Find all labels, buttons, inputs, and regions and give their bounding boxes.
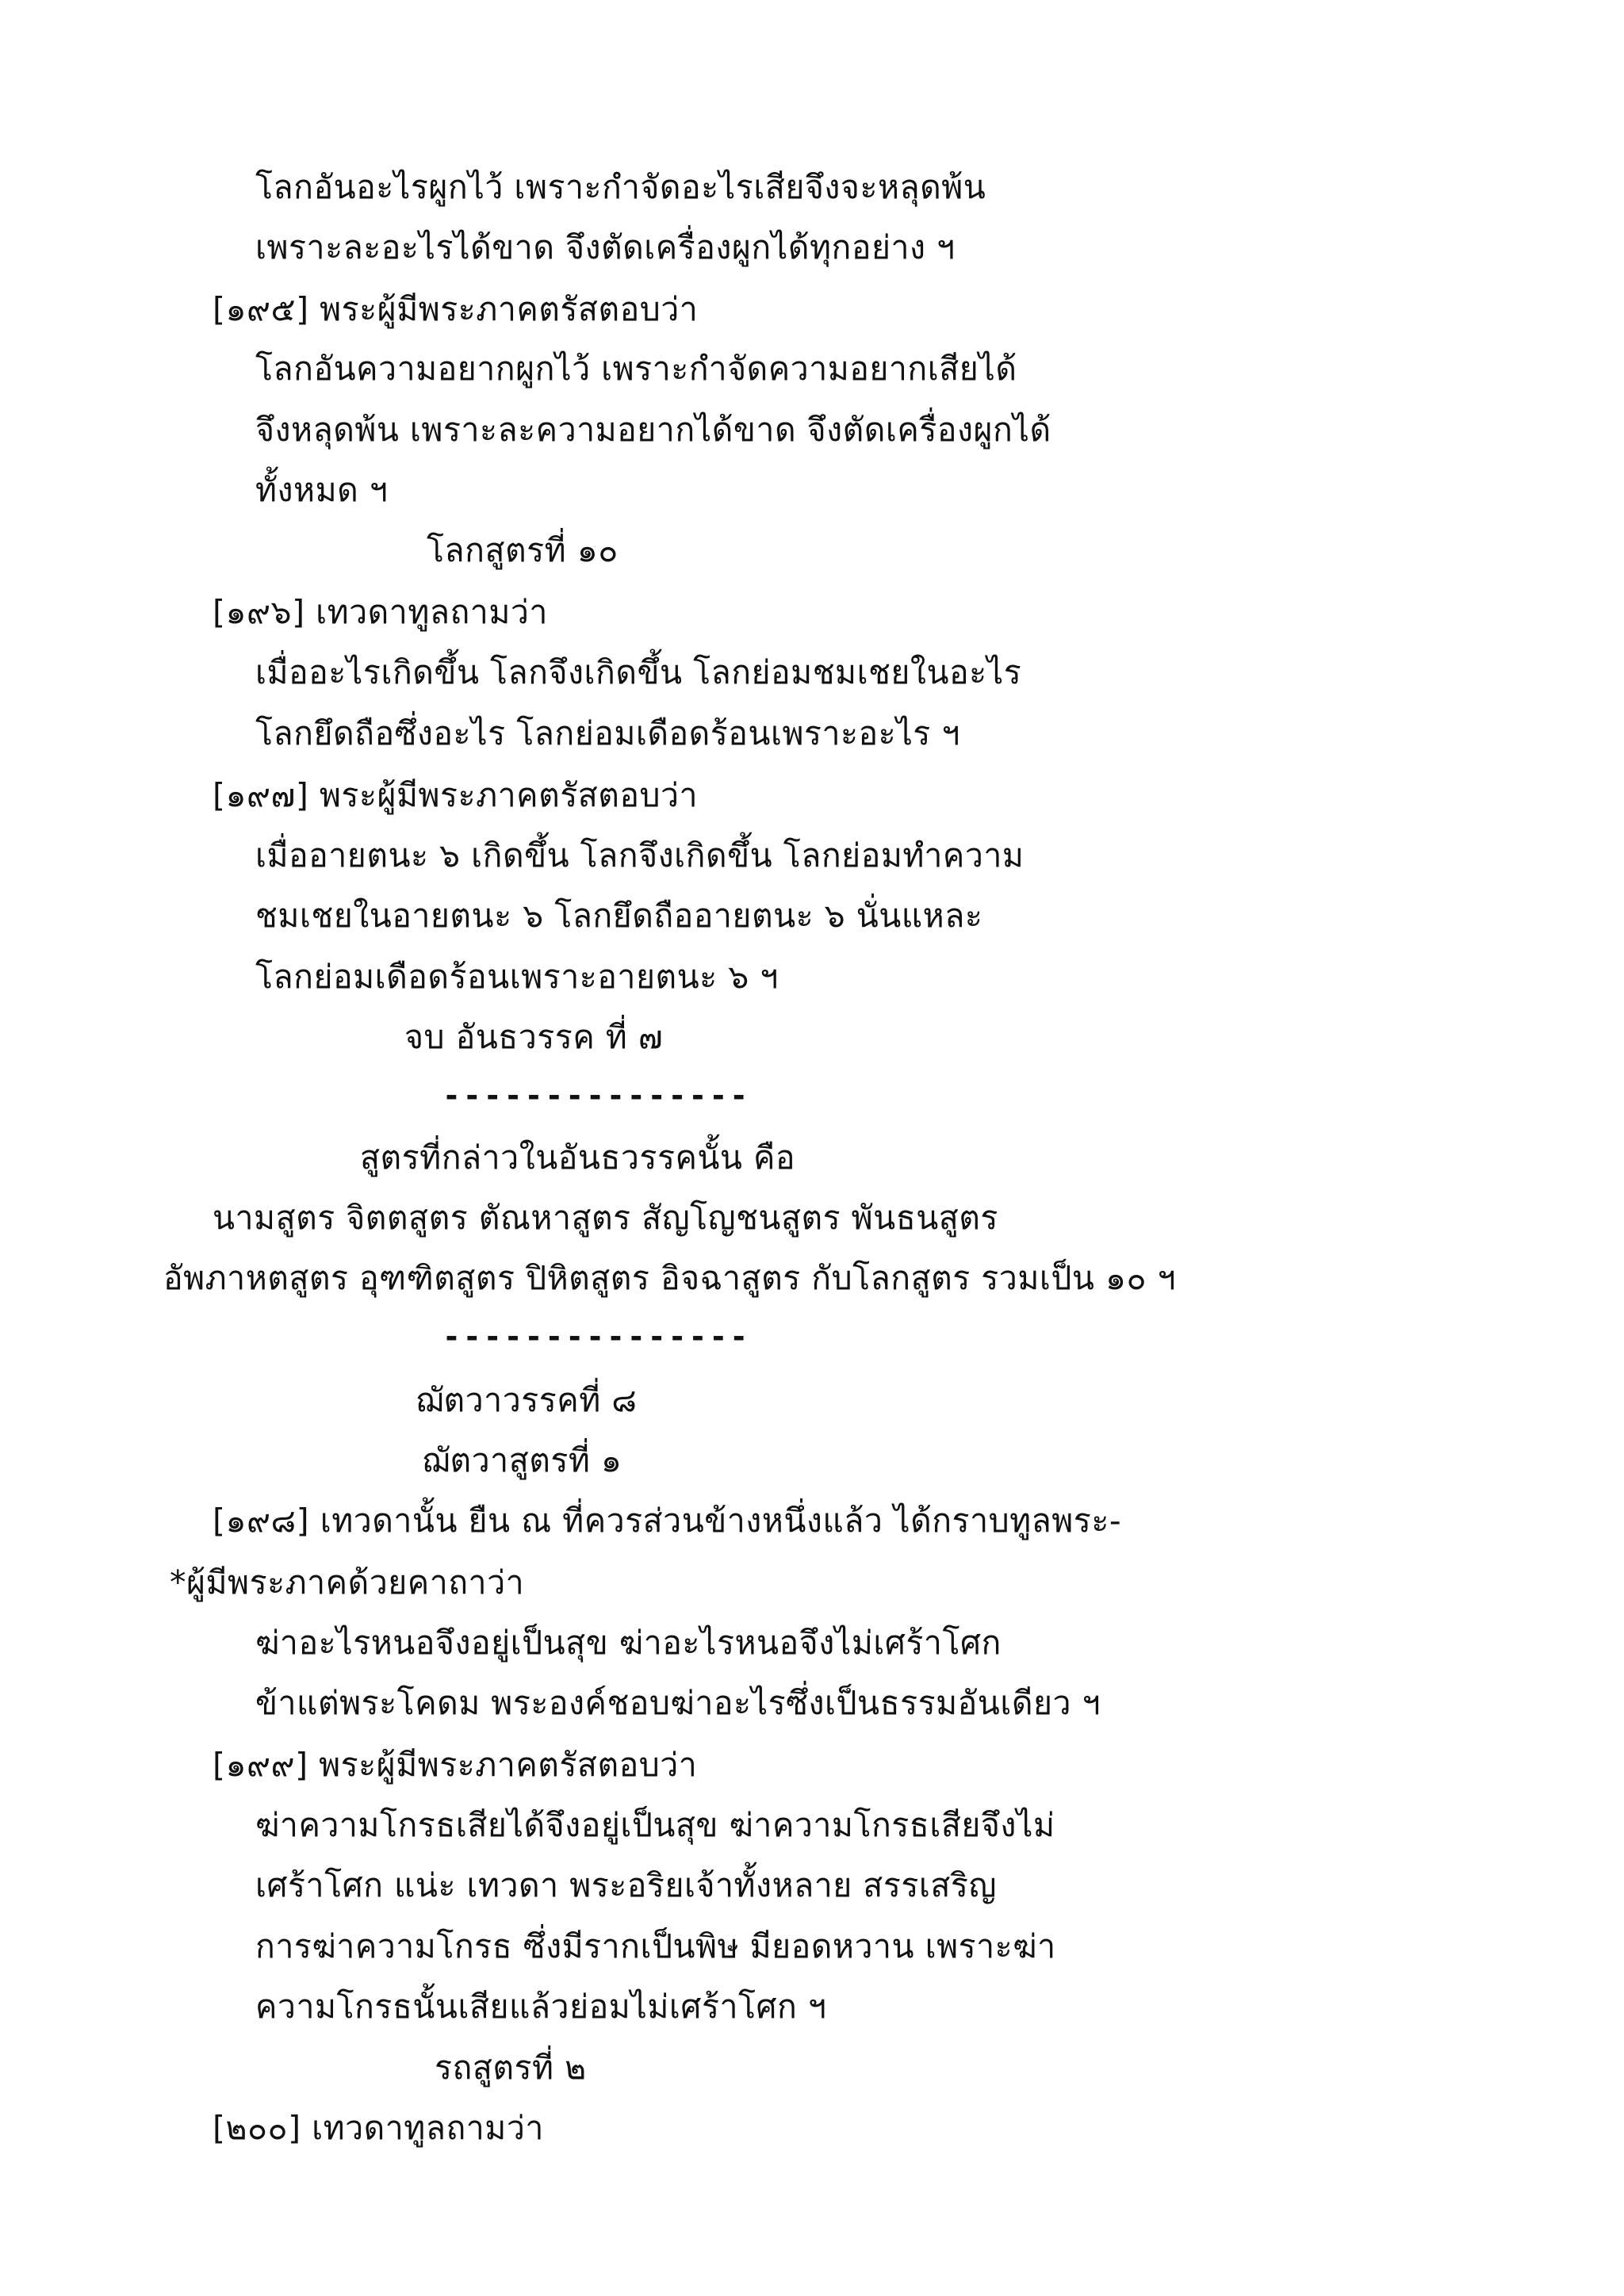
- section-heading: [๑๙๘] เทวดานั้น ยืน ณ ที่ควรส่วนข้างหนึ่งแล้ว ได้กราบทูลพระ-: [213, 1502, 1122, 1540]
- verse-line: เมื่ออะไรเกิดขึ้น โลกจึงเกิดขึ้น โลกย่อมชมเชยในอะไร: [255, 653, 1022, 691]
- verse-line: ชมเชยในอายตนะ ๖ โลกยึดถืออายตนะ ๖ นั่นแหละ: [255, 897, 983, 935]
- verse-line: เพราะละอะไรได้ขาด จึงตัดเครื่องผูกได้ทุกอย่าง ฯ: [255, 228, 956, 266]
- sutta-title: โลกสูตรที่ ๑๐: [427, 531, 619, 569]
- section-heading: [๑๙๕] พระผู้มีพระภาคตรัสตอบว่า: [213, 290, 699, 328]
- section-heading: [๑๙๙] พระผู้มีพระภาคตรัสตอบว่า: [213, 1746, 698, 1784]
- verse-line: โลกยึดถือซึ่งอะไร โลกย่อมเดือดร้อนเพราะอะไร ฯ: [255, 714, 960, 752]
- summary-text: นามสูตร จิตตสูตร ตัณหาสูตร สัญโญชนสูตร พันธนสูตร: [213, 1199, 998, 1237]
- summary-text: อัพภาหตสูตร อุฑฑิตสูตร ปิหิตสูตร อิจฉาสูตร กับโลกสูตร รวมเป็น ๑๐ ฯ: [163, 1259, 1177, 1297]
- section-heading: [๑๙๗] พระผู้มีพระภาคตรัสตอบว่า: [213, 776, 699, 814]
- sutta-title: ฌัตวาสูตรที่ ๑: [422, 1441, 622, 1479]
- verse-line: เมื่ออายตนะ ๖ เกิดขึ้น โลกจึงเกิดขึ้น โลกย่อมทำความ: [255, 836, 1025, 874]
- chapter-title: ฌัตวาวรรคที่ ๘: [416, 1381, 638, 1419]
- summary-heading: สูตรที่กล่าวในอันธวรรคนั้น คือ: [360, 1138, 796, 1177]
- verse-line: โลกอันความอยากผูกไว้ เพราะกำจัดความอยากเสียได้: [255, 350, 1017, 388]
- paragraph-continuation: *ผู้มีพระภาคด้วยคาถาว่า: [170, 1563, 525, 1601]
- sutta-title: รถสูตรที่ ๒: [435, 2049, 587, 2087]
- verse-line: ฆ่าอะไรหนอจึงอยู่เป็นสุข ฆ่าอะไรหนอจึงไม่เศร้าโศก: [255, 1624, 1002, 1662]
- verse-line: เศร้าโศก แน่ะ เทวดา พระอริยเจ้าทั้งหลาย สรรเสริญ: [255, 1866, 997, 1904]
- chapter-end-title: จบ อันธวรรค ที่ ๗: [404, 1018, 664, 1056]
- section-heading: [๑๙๖] เทวดาทูลถามว่า: [213, 593, 548, 631]
- separator-line: ---------------: [442, 1078, 751, 1113]
- separator-line: ---------------: [442, 1319, 751, 1354]
- verse-line: โลกอันอะไรผูกไว้ เพราะกำจัดอะไรเสียจึงจะหลุดพ้น: [255, 168, 986, 206]
- verse-line: ทั้งหมด ฯ: [255, 471, 389, 509]
- verse-line: จึงหลุดพ้น เพราะละความอยากได้ขาด จึงตัดเครื่องผูกได้: [255, 411, 1051, 449]
- verse-line: ข้าแต่พระโคดม พระองค์ชอบฆ่าอะไรซึ่งเป็นธรรมอันเดียว ฯ: [255, 1684, 1101, 1722]
- verse-line: ฆ่าความโกรธเสียได้จึงอยู่เป็นสุข ฆ่าความโกรธเสียจึงไม่: [255, 1806, 1055, 1844]
- verse-line: โลกย่อมเดือดร้อนเพราะอายตนะ ๖ ฯ: [255, 958, 779, 996]
- verse-line: ความโกรธนั้นเสียแล้วย่อมไม่เศร้าโศก ฯ: [255, 1988, 827, 2026]
- section-heading: [๒๐๐] เทวดาทูลถามว่า: [213, 2109, 544, 2147]
- verse-line: การฆ่าความโกรธ ซึ่งมีรากเป็นพิษ มียอดหวาน เพราะฆ่า: [255, 1927, 1056, 1965]
